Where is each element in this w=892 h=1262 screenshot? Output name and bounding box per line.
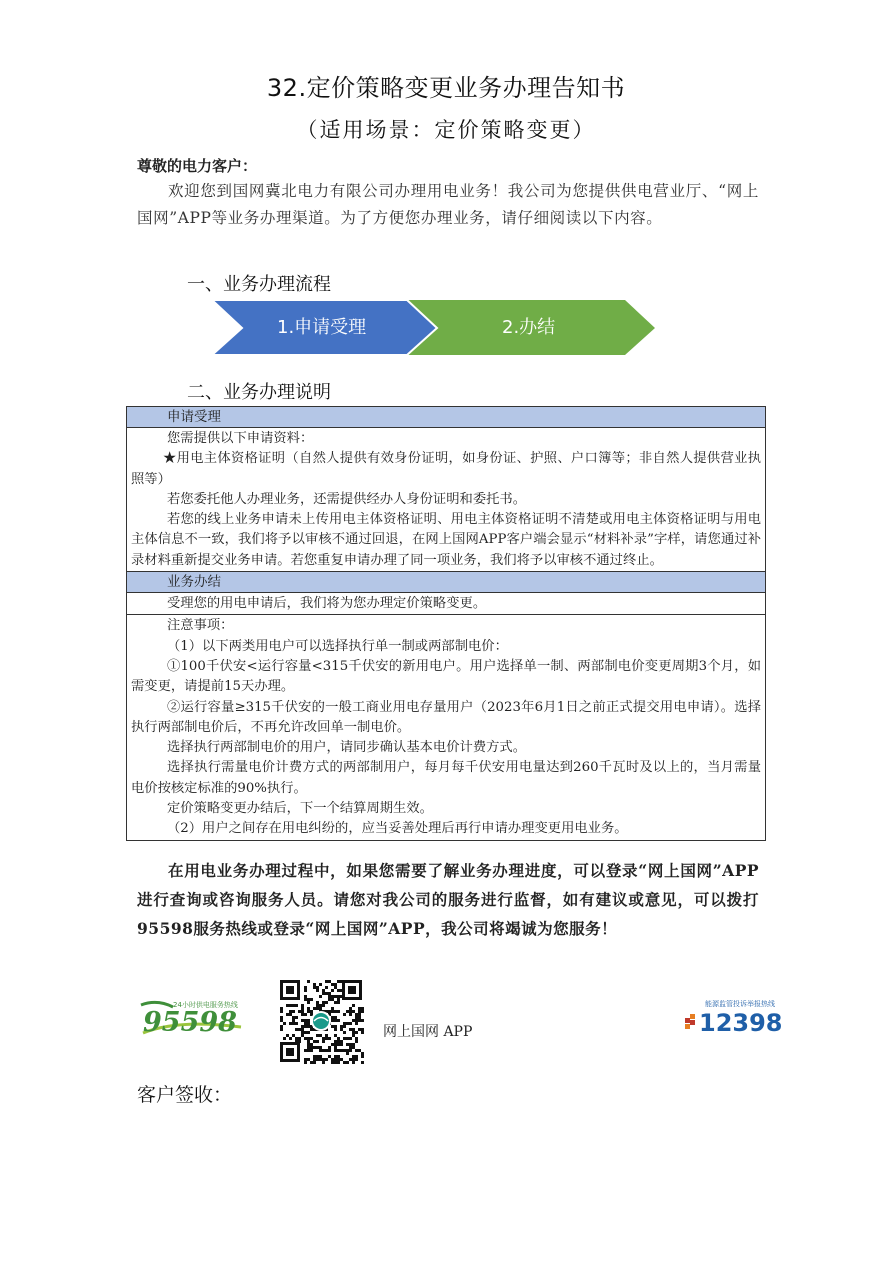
hotline-12398-logo [683, 998, 783, 1038]
apply-header: 申请受理 [127, 407, 765, 428]
customer-signature-label: 客户签收： [137, 1084, 233, 1106]
notes-line: 注意事项： [167, 618, 234, 634]
section-title-description: 二、业务办理说明 [187, 382, 331, 403]
step-1-label: 1.申请受理 [277, 317, 367, 338]
notes-line: ①100千伏安<运行容量<315千伏安的新用电户。用户选择单一制、两部制电价变更周期3个月，如需变更，请提前15天办理。 [131, 658, 761, 695]
instructions-table [126, 406, 766, 841]
notes-line: 选择执行两部制电价的用户，请同步确认基本电价计费方式。 [167, 740, 527, 756]
page-title: 32.定价策略变更业务办理告知书 [266, 74, 626, 102]
notes-line: （2）用户之间存在用电纠纷的，应当妥善处理后再行申请办理变更用电业务。 [167, 821, 628, 837]
step-2-label: 2.办结 [502, 317, 556, 338]
hotline-95598-logo [137, 997, 247, 1043]
notes-cell [127, 614, 765, 839]
apply-line: 若您委托他人办理业务，还需提供经办人身份证明和委托书。 [167, 491, 527, 507]
notes-line: ②运行容量≥315千伏安的一般工商业用电存量用户（2023年6月1日之前正式提交用电申请）。选择执行两部制电价后，不再允许改回单一制电价。 [131, 699, 761, 735]
done-header: 业务办结 [127, 571, 765, 593]
notes-line: （1）以下两类用电户可以选择执行单一制或两部制电价： [167, 638, 508, 654]
hotline-logo-number: 95598 [143, 1007, 237, 1038]
apply-line: 您需提供以下申请资料： [167, 431, 314, 446]
process-flow [210, 298, 660, 358]
apply-line: ★用电主体资格证明（自然人提供有效身份证明，如身份证、护照、户口簿等；非自然人提供营业执照等） [131, 451, 761, 487]
done-cell [127, 593, 765, 614]
hotline-logo-caption: 24小时供电服务热线 [173, 1001, 238, 1009]
app-qr-code [278, 978, 364, 1064]
intro-paragraph: 欢迎您到国网冀北电力有限公司办理用电业务！我公司为您提供供电营业厅、“网上国网”APP等业务办理渠道。为了方便您办理业务，请仔细阅读以下内容。 [137, 182, 759, 227]
section-title-process: 一、业务办理流程 [187, 274, 331, 295]
app-label: 网上国网 APP [383, 1024, 473, 1040]
closing-paragraph: 在用电业务办理过程中，如果您需要了解业务办理进度，可以登录“网上国网”APP进行查询或咨询服务人员。请您对我公司的服务进行监督，如有建议或意见，可以拨打95598服务热线或登录“网上国网”APP，我公司将竭诚为您服务！ [137, 861, 759, 938]
apply-line: 若您的线上业务申请未上传用电主体资格证明、用电主体资格证明不清楚或用电主体资格证明与用电主体信息不一致，我们将予以审核不通过回退，在网上国网APP客户端会显示“材料补录”字样，请您通过补录材料重新提交业务申请。若您重复申请办理了同一项业务，我们将予以审核不通过终止。 [131, 512, 761, 568]
supervision-logo-caption: 能源监管投诉举报热线 [705, 1000, 775, 1008]
supervision-logo-number: 12398 [699, 1009, 783, 1037]
page-subtitle: （适用场景：定价策略变更） [296, 118, 596, 142]
notes-line: 定价策略变更办结后，下一个结算周期生效。 [167, 801, 433, 817]
notes-line: 选择执行需量电价计费方式的两部制用户，每月每千伏安用电量达到260千瓦时及以上的，当月需量电价按核定标准的90%执行。 [131, 760, 761, 796]
done-line: 受理您的用电申请后，我们将为您办理定价策略变更。 [167, 596, 487, 612]
greeting: 尊敬的电力客户： [137, 157, 258, 175]
apply-cell [127, 428, 765, 571]
